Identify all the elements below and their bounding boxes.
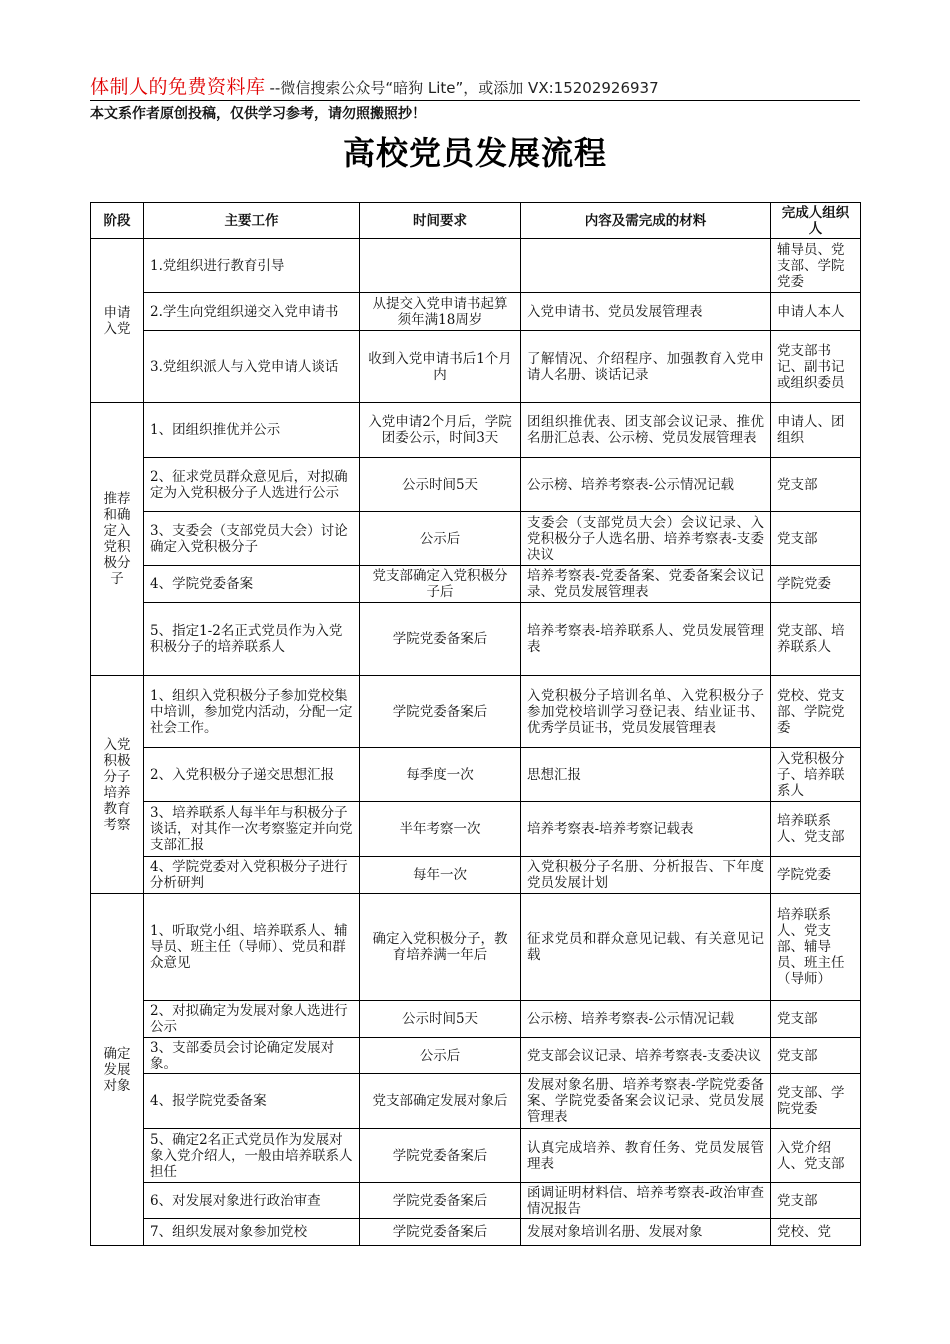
person-cell: 入党积极分子、培养联系人 — [771, 748, 861, 802]
table-row — [91, 802, 861, 857]
time-cell: 每年一次 — [360, 857, 521, 894]
content-cell: 公示榜、培养考察表-公示情况记载 — [521, 458, 771, 512]
person-cell: 学院党委 — [771, 566, 861, 603]
table-row — [91, 458, 861, 512]
time-cell: 公示后 — [360, 1038, 521, 1074]
person-cell: 党支部、学院党委 — [771, 1074, 861, 1129]
time-cell: 收到入党申请书后1个月内 — [360, 331, 521, 403]
work-cell: 3、支委会（支部党员大会）讨论确定入党积极分子 — [144, 512, 360, 566]
content-cell: 思想汇报 — [521, 748, 771, 802]
table-row — [91, 603, 861, 676]
work-cell: 2、入党积极分子递交思想汇报 — [144, 748, 360, 802]
time-cell: 党支部确定入党积极分子后 — [360, 566, 521, 603]
person-cell: 党校、党 — [771, 1219, 861, 1246]
work-cell: 7、组织发展对象参加党校 — [144, 1219, 360, 1246]
content-cell: 培养考察表-培养联系人、党员发展管理表 — [521, 603, 771, 676]
table-row — [91, 566, 861, 603]
person-cell: 培养联系人、党支部 — [771, 802, 861, 857]
content-cell: 团组织推优表、团支部会议记录、推优名册汇总表、公示榜、党员发展管理表 — [521, 403, 771, 458]
content-cell: 入党积极分子名册、分析报告、下年度党员发展计划 — [521, 857, 771, 894]
time-cell: 入党申请2个月后，学院团委公示，时间3天 — [360, 403, 521, 458]
table-row — [91, 1074, 861, 1129]
copyright-notice: 本文系作者原创投稿，仅供学习参考，请勿照搬照抄！ — [90, 106, 426, 122]
header-banner — [90, 72, 860, 101]
work-cell: 5、确定2名正式党员作为发展对象入党介绍人，一般由培养联系人担任 — [144, 1129, 360, 1183]
work-cell: 2.学生向党组织递交入党申请书 — [144, 293, 360, 331]
person-cell: 党校、党支部、学院党委 — [771, 676, 861, 748]
table-row — [91, 1001, 861, 1038]
work-cell: 3.党组织派人与入党申请人谈话 — [144, 331, 360, 403]
time-cell: 学院党委备案后 — [360, 1219, 521, 1246]
content-cell: 党支部会议记录、培养考察表-支委决议 — [521, 1038, 771, 1074]
table-row — [91, 331, 861, 403]
work-cell: 4、报学院党委备案 — [144, 1074, 360, 1129]
table-row — [91, 748, 861, 802]
person-cell: 培养联系人、党支部、辅导员、班主任（导师） — [771, 894, 861, 1001]
person-cell: 学院党委 — [771, 857, 861, 894]
person-cell: 申请人本人 — [771, 293, 861, 331]
content-cell: 认真完成培养、教育任务、党员发展管理表 — [521, 1129, 771, 1183]
time-cell: 学院党委备案后 — [360, 1129, 521, 1183]
content-cell: 函调证明材料信、培养考察表-政治审查情况报告 — [521, 1183, 771, 1219]
person-cell: 党支部 — [771, 1038, 861, 1074]
table-row — [91, 1183, 861, 1219]
content-cell: 公示榜、培养考察表-公示情况记载 — [521, 1001, 771, 1038]
time-cell: 学院党委备案后 — [360, 1183, 521, 1219]
stage-cell: 入党积极分子培养教育考察 — [91, 676, 144, 894]
person-cell: 党支部 — [771, 1001, 861, 1038]
person-cell: 党支部书记、副书记或组织委员 — [771, 331, 861, 403]
work-cell: 4、学院党委备案 — [144, 566, 360, 603]
table-header-row — [91, 203, 861, 239]
work-cell: 1、团组织推优并公示 — [144, 403, 360, 458]
content-cell: 发展对象培训名册、发展对象 — [521, 1219, 771, 1246]
table-row — [91, 676, 861, 748]
work-cell: 6、对发展对象进行政治审查 — [144, 1183, 360, 1219]
header-person: 完成人组织人 — [771, 203, 861, 239]
time-cell: 党支部确定发展对象后 — [360, 1074, 521, 1129]
stage-cell: 确定发展对象 — [91, 894, 144, 1246]
table-row — [91, 894, 861, 1001]
header-time: 时间要求 — [360, 203, 521, 239]
work-cell: 2、征求党员群众意见后，对拟确定为入党积极分子人选进行公示 — [144, 458, 360, 512]
time-cell: 确定入党积极分子，教育培养满一年后 — [360, 894, 521, 1001]
table-row — [91, 857, 861, 894]
work-cell: 3、支部委员会讨论确定发展对象。 — [144, 1038, 360, 1074]
person-cell: 党支部 — [771, 512, 861, 566]
content-cell — [521, 239, 771, 293]
person-cell: 党支部 — [771, 1183, 861, 1219]
work-cell: 4、学院党委对入党积极分子进行分析研判 — [144, 857, 360, 894]
content-cell: 了解情况、介绍程序、加强教育入党申请人名册、谈话记录 — [521, 331, 771, 403]
time-cell: 每季度一次 — [360, 748, 521, 802]
time-cell: 学院党委备案后 — [360, 676, 521, 748]
table-row — [91, 403, 861, 458]
stage-cell: 申请入党 — [91, 239, 144, 403]
content-cell: 征求党员和群众意见记载、有关意见记载 — [521, 894, 771, 1001]
header-stage: 阶段 — [91, 203, 144, 239]
work-cell: 1、组织入党积极分子参加党校集中培训，参加党内活动，分配一定社会工作。 — [144, 676, 360, 748]
person-cell: 申请人、团组织 — [771, 403, 861, 458]
table-row — [91, 1219, 861, 1246]
time-cell: 公示后 — [360, 512, 521, 566]
time-cell — [360, 239, 521, 293]
banner-contact: --微信搜索公众号“暗狗 Lite”，或添加 VX:15202926937 — [269, 79, 659, 97]
content-cell: 发展对象名册、培养考察表-学院党委备案、学院党委备案会议记录、党员发展管理表 — [521, 1074, 771, 1129]
stage-cell: 推荐和确定入党积极分子 — [91, 403, 144, 676]
page-title: 高校党员发展流程 — [342, 134, 607, 172]
time-cell: 从提交入党申请书起算须年满18周岁 — [360, 293, 521, 331]
table-row — [91, 1129, 861, 1183]
time-cell: 学院党委备案后 — [360, 603, 521, 676]
time-cell: 半年考察一次 — [360, 802, 521, 857]
person-cell: 入党介绍人、党支部 — [771, 1129, 861, 1183]
time-cell: 公示时间5天 — [360, 458, 521, 512]
content-cell: 入党积极分子培训名单、入党积极分子参加党校培训学习登记表、结业证书、优秀学员证书，党员发展管理表 — [521, 676, 771, 748]
work-cell: 2、对拟确定为发展对象人选进行公示 — [144, 1001, 360, 1038]
work-cell: 1.党组织进行教育引导 — [144, 239, 360, 293]
process-table — [90, 202, 861, 1246]
person-cell: 党支部 — [771, 458, 861, 512]
person-cell: 党支部、培养联系人 — [771, 603, 861, 676]
content-cell: 培养考察表-党委备案、党委备案会议记录、党员发展管理表 — [521, 566, 771, 603]
table-row — [91, 239, 861, 293]
table-row — [91, 293, 861, 331]
banner-brand: 体制人的免费资料库 — [90, 76, 266, 98]
header-content: 内容及需完成的材料 — [521, 203, 771, 239]
content-cell: 支委会（支部党员大会）会议记录、入党积极分子人选名册、培养考察表-支委决议 — [521, 512, 771, 566]
work-cell: 1、听取党小组、培养联系人、辅导员、班主任（导师）、党员和群众意见 — [144, 894, 360, 1001]
time-cell: 公示时间5天 — [360, 1001, 521, 1038]
header-work: 主要工作 — [144, 203, 360, 239]
work-cell: 5、指定1-2名正式党员作为入党积极分子的培养联系人 — [144, 603, 360, 676]
content-cell: 入党申请书、党员发展管理表 — [521, 293, 771, 331]
table-row — [91, 512, 861, 566]
content-cell: 培养考察表-培养考察记载表 — [521, 802, 771, 857]
table-row — [91, 1038, 861, 1074]
work-cell: 3、培养联系人每半年与积极分子谈话，对其作一次考察鉴定并向党支部汇报 — [144, 802, 360, 857]
person-cell: 辅导员、党支部、学院党委 — [771, 239, 861, 293]
